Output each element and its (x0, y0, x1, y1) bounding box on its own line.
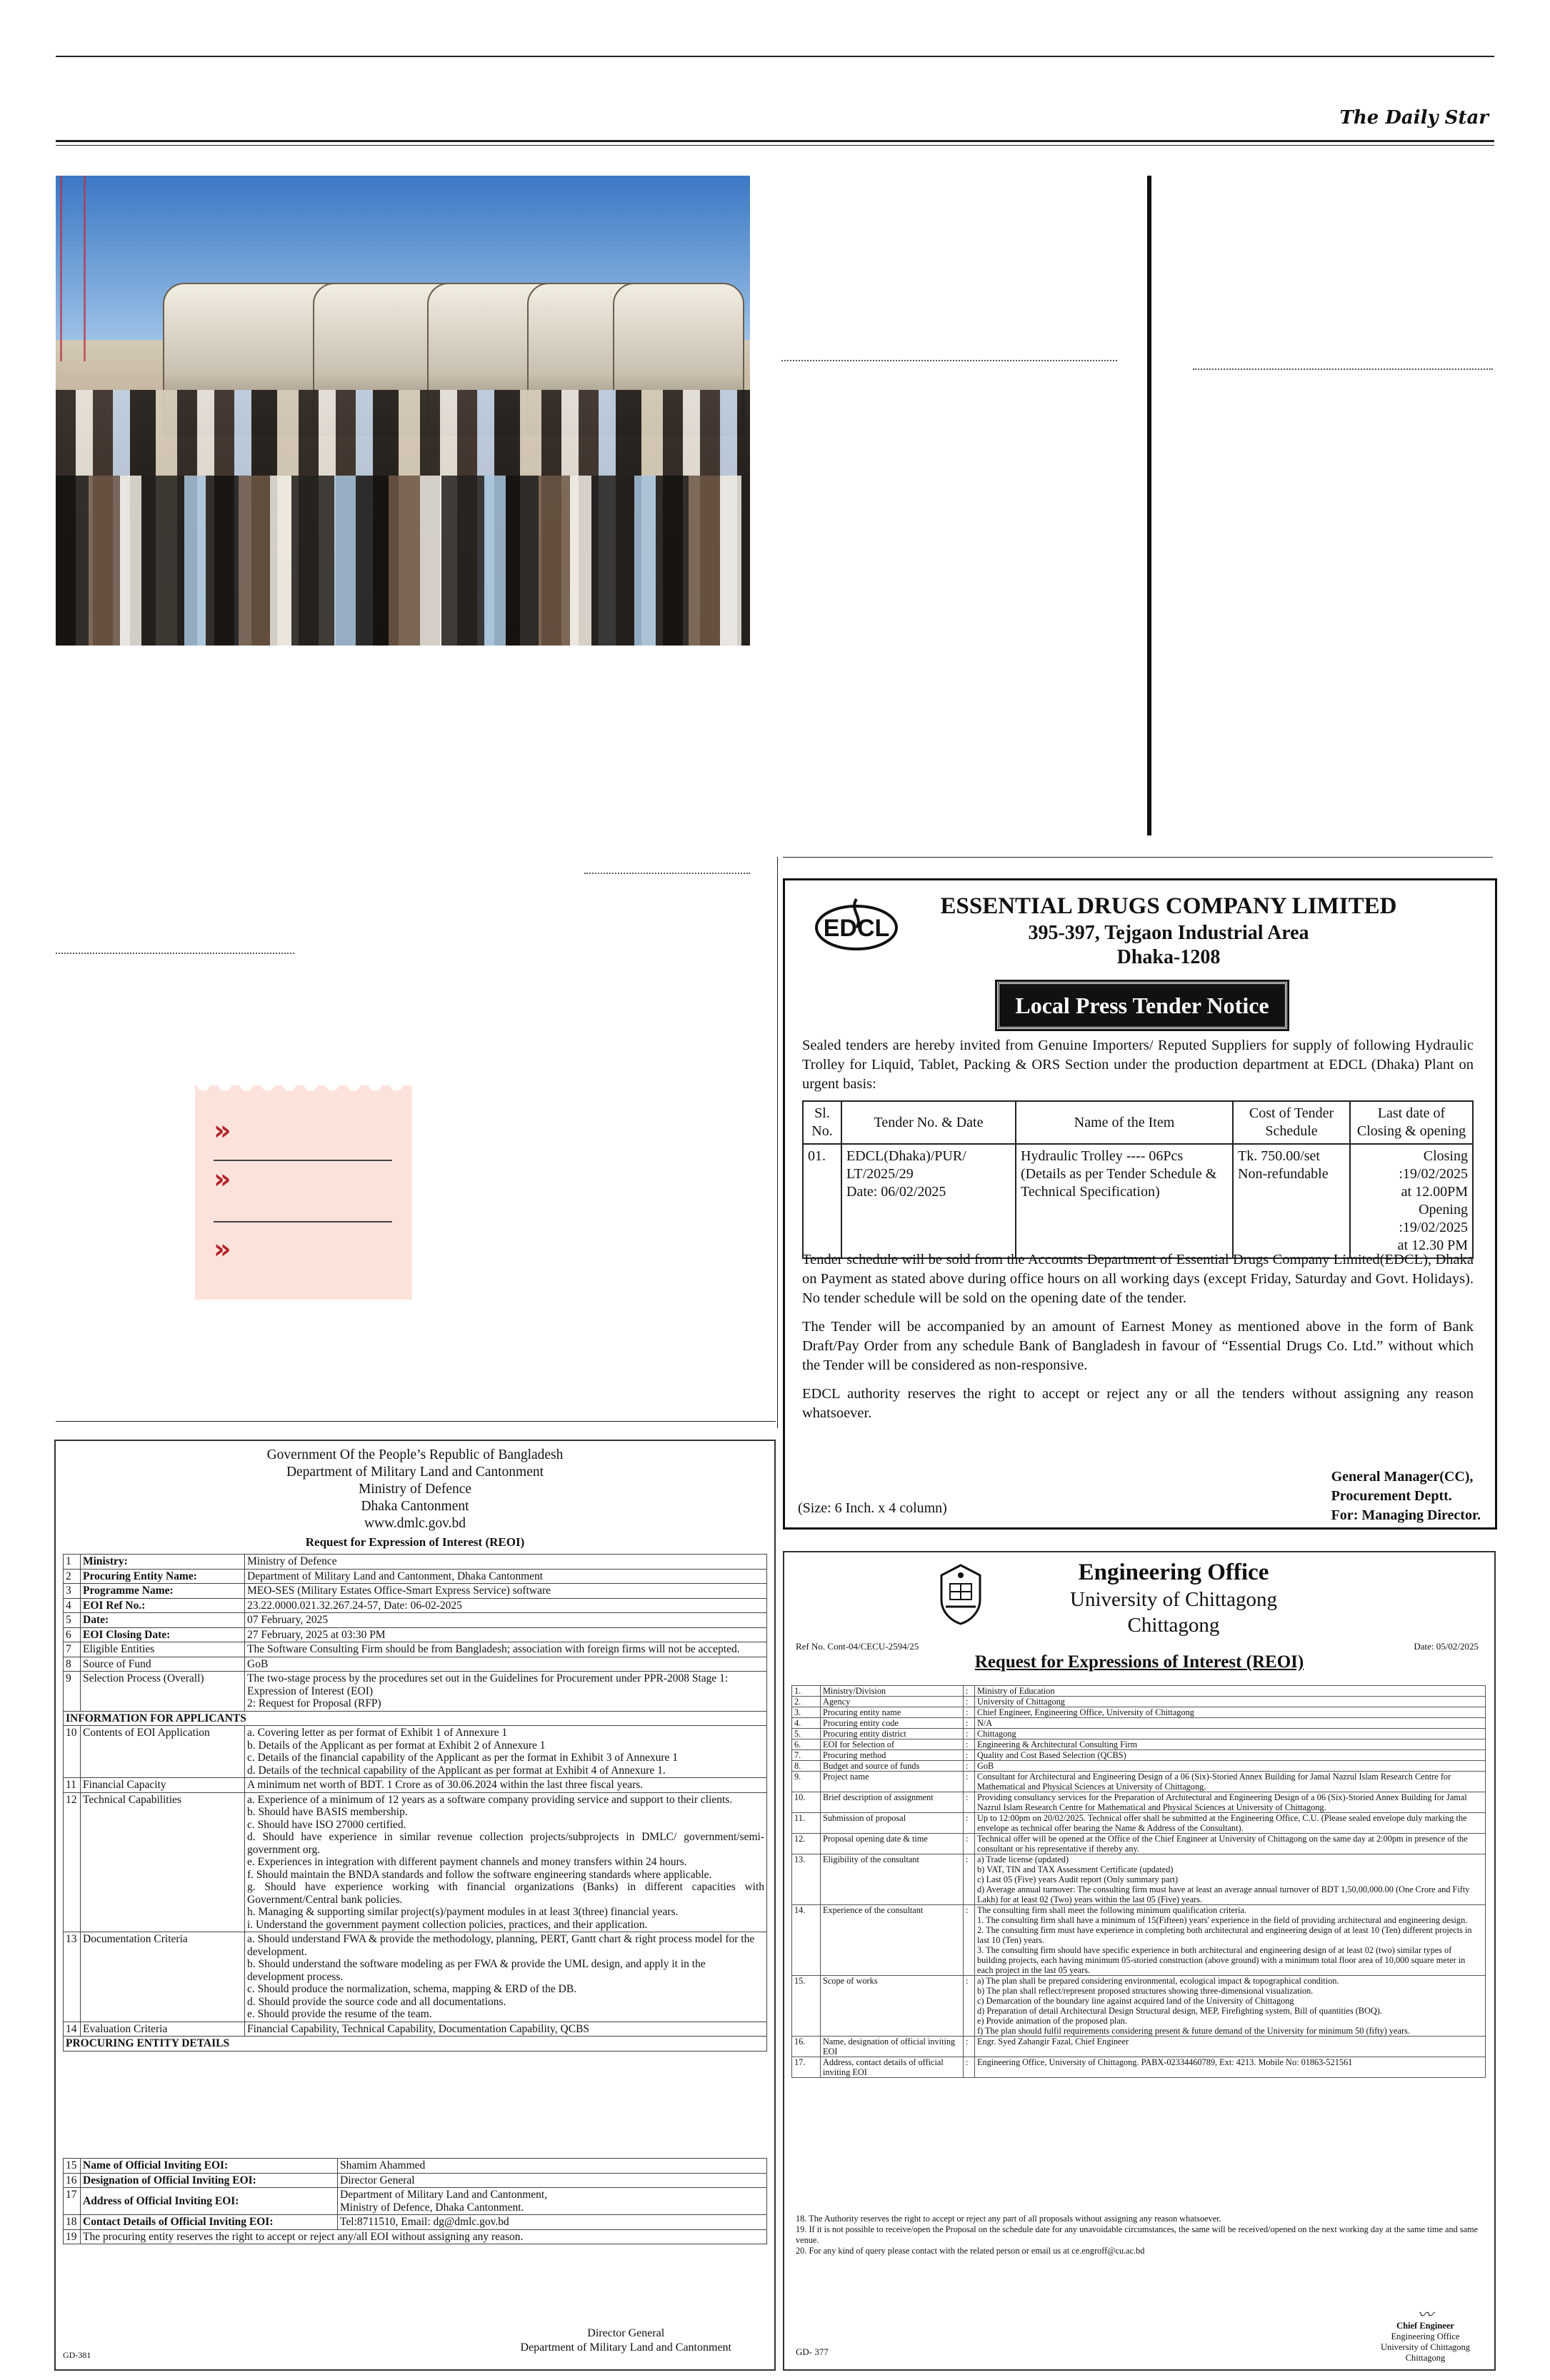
table-row: 17. Address, contact details of official inviting EOI : Engineering Office, University of Chittagong. PABX-02334460789, Ext: 4213. Mobile No: 01863-521561 (792, 2057, 1486, 2078)
office-name: Engineering Office (1078, 1560, 1269, 1585)
gd-number: GD-381 (63, 2350, 91, 2360)
table-row: 6. EOI for Selection of : Engineering & Architectural Consulting Firm (792, 1739, 1486, 1750)
procuring-entity-table (63, 2158, 767, 2244)
notice-title: Local Press Tender Notice (997, 982, 1287, 1029)
table-row: 1. Ministry/Division : Ministry of Education (792, 1686, 1486, 1697)
table-row: 13 Documentation Criteria a. Should understand FWA & provide the methodology, planning, PERT, Gantt chart & right process model for the development. b. Should understand the software modeling as per FWA & provide the UML design, and apply it in the development process. c. Should produce the normalization, schema, mapping & ERD of the DB. d. Should provide the source code and all documentations. e. Should provide the resume of the team. (64, 1932, 767, 2022)
table-row: 16. Name, designation of official inviting EOI : Engr. Syed Zahangir Fazal, Chief Engineer (792, 2037, 1486, 2057)
table-row: 2. Agency : University of Chittagong (792, 1697, 1486, 1707)
masthead-logo: The Daily Star (1339, 107, 1489, 129)
table-header: Cost of Tender Schedule (1233, 1101, 1350, 1144)
table-row: 16 Designation of Official Inviting EOI: Director General (64, 2173, 767, 2188)
company-address: 395-397, Tejgaon Industrial Area (1028, 922, 1309, 944)
svg-text:EDCL: EDCL (823, 915, 890, 942)
header-line: Government Of the People’s Republic of Bangladesh (266, 1447, 564, 1462)
edcl-tender-notice (783, 878, 1497, 1530)
notice-title: Request for Expression of Interest (REOI) (305, 1535, 525, 1549)
notice-intro: Sealed tenders are hereby invited from Genuine Importers/ Reputed Suppliers for supply of following Hydraulic Trolley for Liquid, Tablet, Packing & ORS Section under the production department at EDCL (Dhaka) Plant on urgent basis: (802, 1038, 1474, 1092)
table-row: 7. Procuring method : Quality and Cost Based Selection (QCBS) (792, 1750, 1486, 1761)
table-row: 15 Name of Official Inviting EOI: Shamim Ahammed (64, 2159, 767, 2174)
table-row: 3. Procuring entity name : Chief Engineer, Engineering Office, University of Chittagong (792, 1707, 1486, 1718)
table-row: 4 EOI Ref No.: 23.22.0000.021.32.267.24-57, Date: 06-02-2025 (64, 1598, 767, 1613)
reoi-table (791, 1685, 1486, 2078)
tender-table (802, 1100, 1474, 1259)
table-row: 2 Procuring Entity Name: Department of Military Land and Cantonment, Dhaka Cantonment (64, 1569, 767, 1584)
column-rule (1147, 176, 1151, 835)
notice-paragraph: Tender schedule will be sold from the Accounts Department of Essential Drugs Company Limited(EDCL), Dhaka on Payment as stated above during office hours on all working days (except Friday, Saturday and Govt. Holidays). No tender schedule will be sold on the opening date of the tender. (802, 1252, 1474, 1306)
news-photo (56, 176, 750, 646)
double-chevron-icon: » (214, 1115, 231, 1146)
header-line: Dhaka Cantonment (361, 1499, 469, 1514)
factbox (195, 1085, 412, 1300)
header-line: www.dmlc.gov.bd (364, 1516, 466, 1531)
notice-paragraph: EDCL authority reserves the right to accept or reject any or all the tenders without assigning any reason whatsoever. (802, 1386, 1474, 1421)
signature-block: Director General Department of Military Land and Cantonment (520, 2327, 731, 2354)
double-chevron-icon: » (214, 1163, 231, 1195)
table-row: 19 The procuring entity reserves the right to accept or reject any/all EOI without assigning any reason. (64, 2229, 767, 2244)
ad-size: (Size: 6 Inch. x 4 column) (798, 1500, 947, 1516)
table-row: 15. Scope of works : a) The plan shall be prepared considering environmental, ecological impact & topographical condition. b) The plan shall reflect/represent proposed structures showing three-dimensional visualization. c) Demarcation of the boundary line against acquired land of the University of Chittagong d) Preparation of detail Architectural Design Structural design, MEP, Firefighting system, Bill of quantities (BOQ). e) Provide animation of the proposed plan. f) The plan should fulfil requirements considering present & future demand of the University for minimum 50 (fifty) years. (792, 1976, 1486, 2037)
table-row: 4. Procuring entity code : N/A (792, 1718, 1486, 1729)
notice-date: Date: 05/02/2025 (1414, 1641, 1479, 1652)
table-header: Sl. No. (803, 1101, 841, 1144)
column-divider (584, 873, 750, 874)
header-rule (56, 140, 1494, 142)
header-line: Department of Military Land and Cantonment (286, 1465, 544, 1480)
top-rule (56, 56, 1494, 57)
double-chevron-icon: » (214, 1233, 231, 1265)
company-name: ESSENTIAL DRUGS COMPANY LIMITED (940, 893, 1397, 919)
table-row: 3 Programme Name: MEO-SES (Military Estates Office-Smart Express Service) software (64, 1584, 767, 1599)
gd-number: GD- 377 (796, 2346, 829, 2357)
table-row: 10 Contents of EOI Application a. Covering letter as per format of Exhibit 1 of Annexure 1 b. Details of the Applicant as per format at Exhibit 2 of Annexure 1 c. Details of the financial capability of the Applicant as per the format in Exhibit 3 of Annexure 1 d. Details of the technical capability of the Applicant as per format at Exhibit 4 of Annexure 1. (64, 1726, 767, 1778)
notice-paragraph: The Tender will be accompanied by an amount of Earnest Money as mentioned above in the form of Bank Draft/Pay Order from any schedule Bank of Bangladesh in favour of “Essential Drugs Co. Ltd.” without which the Tender will be considered as non-responsive. (802, 1319, 1474, 1373)
table-row: 1 Ministry: Ministry of Defence (64, 1555, 767, 1570)
table-row: 12. Proposal opening date & time : Technical offer will be opened at the Office of the Chief Engineer at University of Chittagong on the same day at 2:00pm in presence of the consultant or his representative if thereby any. (792, 1834, 1486, 1854)
table-row: 5. Procuring entity district : Chittagong (792, 1729, 1486, 1739)
table-row: 11 Financial Capacity A minimum net worth of BDT. 1 Crore as of 30.06.2024 within the last three fiscal years. (64, 1778, 767, 1793)
university-city: Chittagong (1127, 1614, 1220, 1637)
table-row: 9 Selection Process (Overall) The two-stage process by the procedures set out in the Guidelines for Procurement under PPR-2008 Stage 1: Expression of Interest (EOI) 2: Request for Proposal (RFP) (64, 1672, 767, 1712)
section-rule (783, 857, 1493, 858)
dmlc-reoi-notice (54, 1440, 776, 2371)
table-header: Name of the Item (1016, 1101, 1233, 1144)
section-rule (777, 857, 778, 1428)
table-row: 14. Experience of the consultant : The consulting firm shall meet the following minimum qualification criteria. 1. The consulting firm shall have a minimum of 15(Fifteen) years' experience in the field of providing architectural and engineering design. 2. The consulting firm must have experience in completing both architectural and engineering design of at least 10 (Ten) different projects in last 10 (Ten) years. 3. The consulting firm should have specific experience in both architectural and engineering design of at least 02 (two) similar types of building projects, each having minimum 05-storied construction (above ground) with a minimum total floor area of 10,000 square meter in each project in the last 05 years. (792, 1905, 1486, 1976)
table-row: 9. Project name : Consultant for Architectural and Engineering Design of a 06 (Six)-Storied Annex Building for Jamal Nazrul Islam Research Centre for Mathematical and Physical Sciences at University of Chittagong. (792, 1772, 1486, 1792)
company-city: Dhaka-1208 (1116, 946, 1221, 968)
table-header: Tender No. & Date (841, 1101, 1016, 1144)
column-divider (56, 953, 294, 954)
column-divider (1193, 368, 1493, 370)
table-row: 10. Brief description of assignment : Providing consultancy services for the Preparation of Architectural and Engineering Design of a 06 (Six)-Storied Annex Building for Jamal Nazrul Islam Research Centre for Mathematical and Physical Sciences at University of Chittagong. (792, 1792, 1486, 1813)
table-header: Last date of Closing & opening (1350, 1101, 1473, 1144)
table-row: 11. Submission of proposal : Up to 12:00pm on 20/02/2025. Technical offer shall be submitted at the Engineering Office, C.U. (Please sealed envelope duly marking the envelope as technical offer bearing the Name & Address of the Consultant). (792, 1813, 1486, 1834)
table-row: 18 Contact Details of Official Inviting EOI: Tel:8711510, Email: dg@dmlc.gov.bd (64, 2215, 767, 2230)
table-row: 8 Source of Fund GoB (64, 1657, 767, 1672)
table-row: 8. Budget and source of funds : GoB (792, 1761, 1486, 1772)
section-rule (56, 1421, 776, 1422)
table-row: 7 Eligible Entities The Software Consulting Firm should be from Bangladesh; association with foreign firms will not be accepted. (64, 1642, 767, 1657)
table-row: 17 Address of Official Inviting EOI: Department of Military Land and Cantonment, Ministry of Defence, Dhaka Cantonment. (64, 2188, 767, 2215)
signature-block: General Manager(CC), Procurement Deptt. For: Managing Director. (1331, 1469, 1481, 1523)
table-row: 12 Technical Capabilities a. Experience of a minimum of 12 years as a software company providing service and support to their clients. b. Should have BASIS membership. c. Should have ISO 27000 certified. d. Should have experience in similar revenue collection projects/subprojects in DMLC/ government/semi-government org. e. Experiences in integration with different payment channels and money transfers within 24 hours. f. Should maintain the BNDA standards and follow the software engineering standards where applicable. g. Should have experience working with financial organizations (Banks) in different capacities with Government/Central bank policies. h. Managing & supporting similar project(s)/payment modules in at least 3(three) financial years. i. Understand the government payment collection policies, practices, and their application. (64, 1792, 767, 1932)
column-divider (781, 360, 1117, 361)
signature-mark: 〰 (1417, 2306, 1434, 2324)
signature-block: 〰 Chief Engineer Engineering Office University of Chittagong Chittagong (1381, 2306, 1470, 2363)
header-rule-thin (56, 145, 1494, 146)
university-name: University of Chittagong (1070, 1588, 1277, 1611)
table-row: 13. Eligibility of the consultant : a) Trade license (updated) b) VAT, TIN and TAX Assessment Certificate (updated) c) Last 05 (Five) years Audit report (Only summary part) d) Average annual turnover: The consulting firm must have at least an average annual turnover of BDT 1,50,00,000.00 (One Crore and Fifty Lakh) for at least 02 (Two) years within the last 05 (Five) years. (792, 1854, 1486, 1905)
ref-number: Ref No. Cont-04/CECU-2594/25 (796, 1641, 919, 1652)
table-row: 01. EDCL(Dhaka)/PUR/ LT/2025/29 Date: 06/02/2025 Hydraulic Trolley ---- 06Pcs (Details as per Tender Schedule & Technical Specification) Tk. 750.00/set Non-refundable Closing :19/02/2025 at 12.00PM Opening :19/02/2025 at 12.30 PM (803, 1144, 1473, 1258)
table-row: 14 Evaluation Criteria Financial Capability, Technical Capability, Documentation Capability, QCBS (64, 2022, 767, 2037)
notice-title: Request for Expressions of Interest (REOI) (974, 1652, 1304, 1672)
table-row: 5 Date: 07 February, 2025 (64, 1613, 767, 1628)
header-line: Ministry of Defence (358, 1482, 472, 1497)
table-row: 6 EOI Closing Date: 27 February, 2025 at 03:30 PM (64, 1627, 767, 1642)
section-header: INFORMATION FOR APPLICANTS (64, 1711, 767, 1726)
reoi-table (63, 1554, 767, 2052)
notes: 18. The Authority reserves the right to accept or reject any part of all proposals without assigning any reason whatsoever. 19. If it is not possible to receive/open the Proposal on the schedule date for any unavoidable circumstances, the same will be received/opened on the next working day at the same time and same venue. 20. For any kind of query please contact with the related person or email us at ce.engroff@cu.ac.bd (796, 2214, 1479, 2256)
cu-reoi-notice (783, 1551, 1496, 2371)
section-header: PROCURING ENTITY DETAILS (64, 2037, 767, 2052)
